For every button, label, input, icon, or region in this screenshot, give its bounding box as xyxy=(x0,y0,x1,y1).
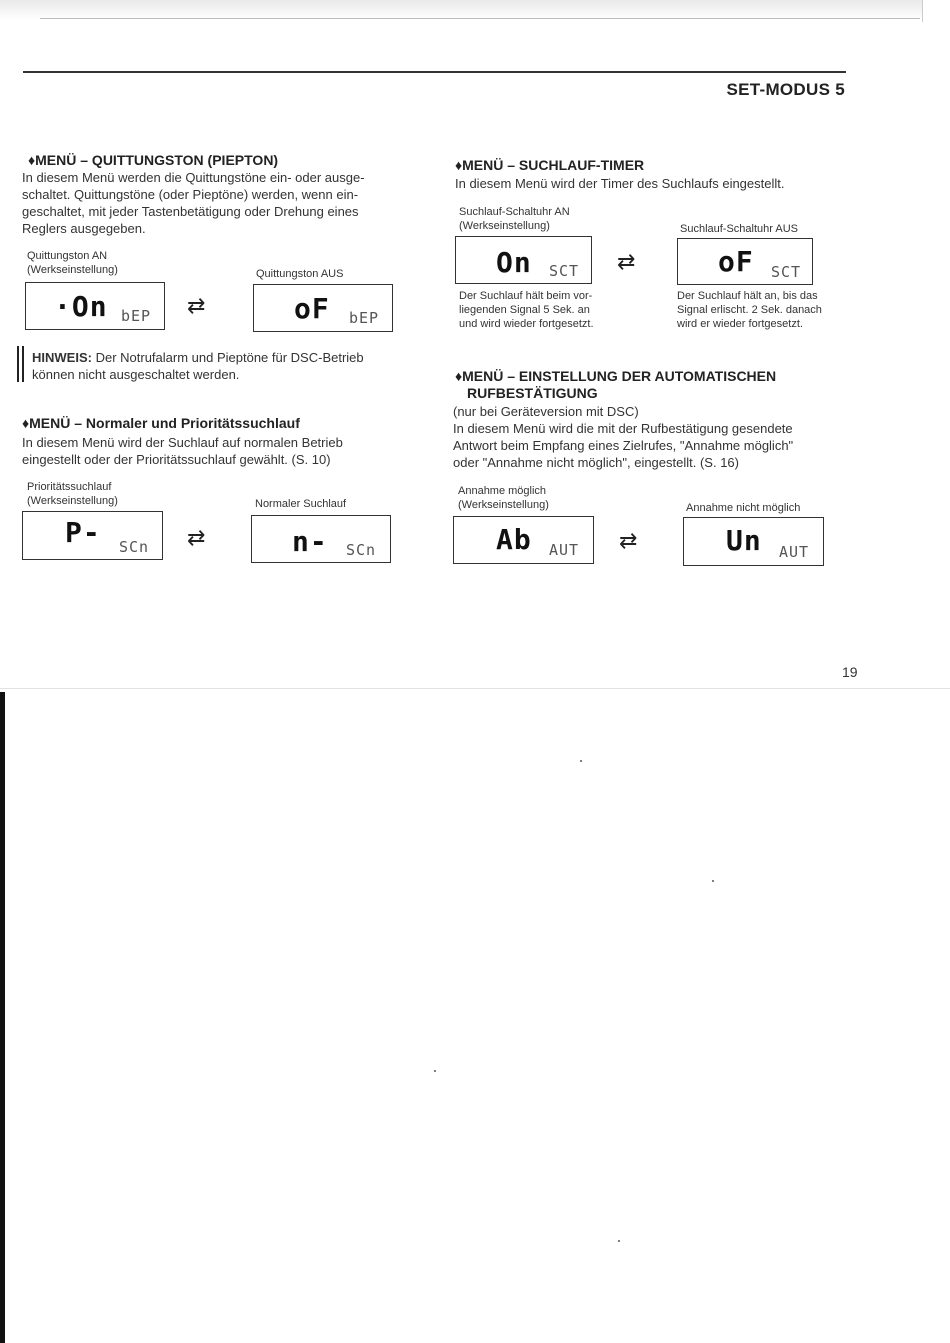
label-line: Quittungston AN xyxy=(27,250,108,262)
scan-shadow xyxy=(0,0,950,20)
swap-arrow-icon: ⇄ xyxy=(617,249,636,274)
lcd-display-quittungston-an xyxy=(25,282,165,330)
scan-left-edge xyxy=(0,692,5,1343)
section-heading-quittungston: ♦MENÜ – QUITTUNGSTON (PIEPTON) xyxy=(28,152,279,168)
lcd-main-text: Ab xyxy=(496,523,532,556)
section-heading-timer: ♦MENÜ – SUCHLAUF-TIMER xyxy=(455,157,645,173)
lcd-display-normaler-suchlauf xyxy=(251,515,391,563)
label-line: (Werkseinstellung) xyxy=(27,495,118,507)
section-text-suchlauf xyxy=(22,434,412,468)
text-line: Reglers ausgegeben. xyxy=(22,221,146,236)
lcd-display-schaltuhr-an xyxy=(455,236,592,284)
label-line: Annahme möglich xyxy=(458,485,547,497)
lcd-main-text: ·On xyxy=(54,290,108,323)
section-heading-rufbestaetigung xyxy=(455,368,776,402)
lcd-main-text: On xyxy=(496,246,532,279)
text-line: Antwort beim Empfang eines Zielrufes, "Annahme möglich" xyxy=(453,438,794,453)
label-line: (Werkseinstellung) xyxy=(458,499,549,511)
lcd-display-quittungston-aus xyxy=(253,284,393,332)
lcd-display-prioritaetssuchlauf xyxy=(22,511,163,560)
text-line: geschaltet, mit jeder Tastenbetätigung oder Drehung eines xyxy=(22,204,359,219)
swap-arrow-icon: ⇄ xyxy=(619,528,638,553)
heading-line-1: ♦MENÜ – EINSTELLUNG DER AUTOMATISCHEN xyxy=(455,368,777,384)
lcd-sub-text: SCT xyxy=(549,262,580,280)
section-text-timer: In diesem Menü wird der Timer des Suchlaufs eingestellt. xyxy=(455,176,785,191)
note-bar xyxy=(22,346,24,382)
page-number: 19 xyxy=(842,664,858,680)
lcd-main-text: n- xyxy=(292,525,328,558)
lcd-main-text: Un xyxy=(726,524,762,557)
text-line: In diesem Menü werden die Quittungstöne ein- oder ausge- xyxy=(22,170,365,185)
scan-speck xyxy=(580,760,582,762)
label-quittungston-aus: Quittungston AUS xyxy=(256,268,344,280)
caption-line: Der Suchlauf hält beim vor- xyxy=(459,290,593,302)
caption-line: liegenden Signal 5 Sek. an xyxy=(459,304,590,316)
caption-line: Der Suchlauf hält an, bis das xyxy=(677,290,818,302)
lcd-display-annahme-nicht-moeglich xyxy=(683,517,824,566)
text-line: eingestellt oder der Prioritätssuchlauf gewählt. (S. 10) xyxy=(22,452,331,467)
label-schaltuhr-an xyxy=(459,205,570,233)
lcd-main-text: P- xyxy=(65,516,101,549)
lcd-sub-text: bEP xyxy=(349,309,380,327)
hinweis-label: HINWEIS: xyxy=(32,350,92,365)
section-heading-suchlauf: ♦MENÜ – Normaler und Prioritätssuchlauf xyxy=(22,415,300,431)
lcd-sub-text: SCT xyxy=(771,263,802,281)
scan-speck xyxy=(434,1070,436,1072)
section-text-quittungston xyxy=(22,169,412,237)
hinweis-text: Der Notrufalarm und Pieptöne für DSC-Betrieb xyxy=(95,350,364,365)
swap-arrow-icon: ⇄ xyxy=(187,293,206,318)
scan-fold-line xyxy=(0,688,950,689)
lcd-sub-text: bEP xyxy=(121,307,152,325)
caption-line: wird er wieder fortgesetzt. xyxy=(677,318,803,330)
lcd-main-text: oF xyxy=(718,245,754,278)
scan-speck xyxy=(712,880,714,882)
text-line: In diesem Menü wird die mit der Rufbestätigung gesendete xyxy=(453,421,793,436)
text-line: In diesem Menü wird der Suchlauf auf normalen Betrieb xyxy=(22,435,343,450)
label-line: (Werkseinstellung) xyxy=(27,264,118,276)
scan-artifact-line xyxy=(40,18,920,19)
heading-line-2: RUFBESTÄTIGUNG xyxy=(467,385,598,401)
caption-line: und wird wieder fortgesetzt. xyxy=(459,318,594,330)
scan-speck xyxy=(618,1240,620,1242)
hinweis-note xyxy=(32,349,417,383)
lcd-sub-text: SCn xyxy=(346,541,377,559)
lcd-display-annahme-moeglich xyxy=(453,516,594,564)
text-line: schaltet. Quittungstöne (oder Pieptöne) werden, wenn ein- xyxy=(22,187,359,202)
hinweis-line-1 xyxy=(32,349,417,366)
label-annahme-nicht-moeglich: Annahme nicht möglich xyxy=(686,502,801,514)
lcd-sub-text: AUT xyxy=(549,541,580,559)
lcd-sub-text: SCn xyxy=(119,538,150,556)
caption-schaltuhr-aus xyxy=(677,289,852,331)
label-line: (Werkseinstellung) xyxy=(459,220,550,232)
label-line: Prioritätssuchlauf xyxy=(27,481,112,493)
caption-line: Signal erlischt. 2 Sek. danach xyxy=(677,304,822,316)
lcd-sub-text: AUT xyxy=(779,543,810,561)
label-quittungston-an xyxy=(27,249,118,277)
label-prioritaetssuchlauf xyxy=(27,480,118,508)
hinweis-line-2: können nicht ausgeschaltet werden. xyxy=(32,367,240,382)
note-bar xyxy=(17,346,19,382)
label-annahme-moeglich xyxy=(458,484,549,512)
header-rule xyxy=(23,71,846,73)
page-edge xyxy=(922,0,950,22)
swap-arrow-icon: ⇄ xyxy=(187,525,206,550)
section-text-rufbestaetigung xyxy=(453,403,853,471)
label-schaltuhr-aus: Suchlauf-Schaltuhr AUS xyxy=(680,223,799,235)
page-title: SET-MODUS 5 xyxy=(726,80,845,99)
label-line: Suchlauf-Schaltuhr AN xyxy=(459,206,570,218)
text-line: oder "Annahme nicht möglich", eingestellt. (S. 16) xyxy=(453,455,739,470)
label-normaler-suchlauf: Normaler Suchlauf xyxy=(255,498,347,510)
caption-schaltuhr-an xyxy=(459,289,629,331)
lcd-main-text: oF xyxy=(294,292,330,325)
lcd-display-schaltuhr-aus xyxy=(677,238,813,285)
text-line: (nur bei Geräteversion mit DSC) xyxy=(453,404,639,419)
